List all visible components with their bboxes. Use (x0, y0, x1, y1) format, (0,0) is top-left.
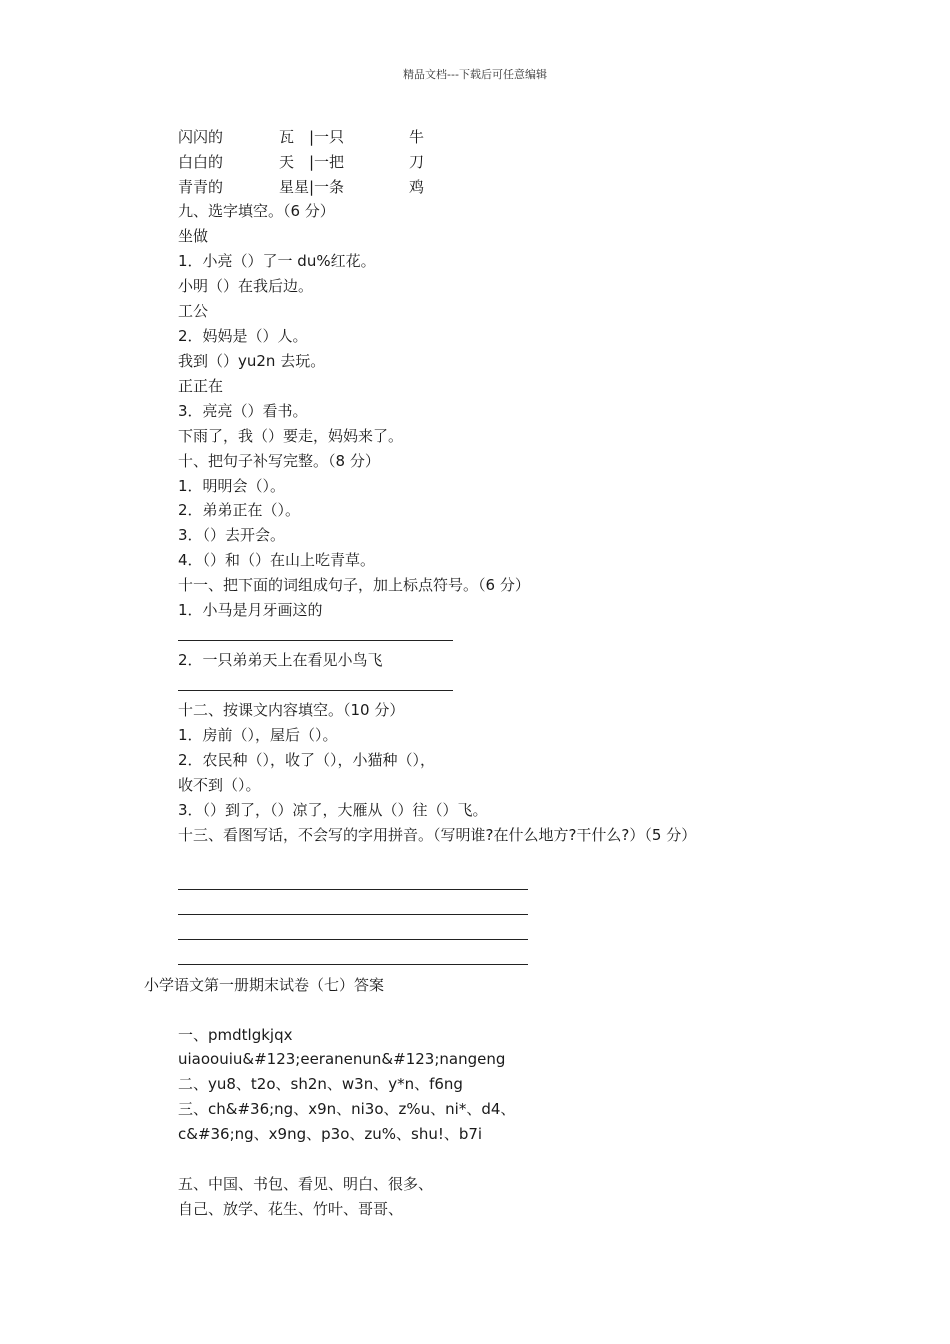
section-9-title: 九、选字填空。（6 分） (178, 202, 335, 220)
question-line: 1．小马是月牙画这的 (178, 601, 323, 619)
answer-blank-line (178, 640, 453, 641)
question-line: 下雨了，我（）要走，妈妈来了。 (178, 427, 404, 445)
answer-line: 自己、放学、花生、竹叶、哥哥、 (178, 1200, 404, 1218)
match-object: 刀 (409, 153, 425, 171)
question-line: 3．亮亮（）看书。 (178, 402, 308, 420)
word-options: 正正在 (178, 377, 224, 395)
question-line: 4．（）和（）在山上吃青草。 (178, 551, 376, 569)
question-line: 小明（）在我后边。 (178, 277, 314, 295)
writing-line (178, 914, 528, 915)
question-line: 2．农民种（），收了（），小猫种（）， (178, 751, 436, 769)
answer-key-title: 小学语文第一册期末试卷（七）答案 (144, 976, 385, 994)
page-header: 精品文档---下载后可任意编辑 (403, 68, 547, 81)
writing-line (178, 889, 528, 890)
question-line: 收不到（）。 (178, 776, 261, 794)
writing-line (178, 964, 528, 965)
writing-line (178, 939, 528, 940)
answer-line: 二、yu8、t2o、sh2n、w3n、y*n、f6ng (178, 1075, 463, 1093)
word-options: 工公 (178, 302, 209, 320)
question-line: 3．（）去开会。 (178, 526, 286, 544)
match-adjective: 闪闪的 (178, 128, 224, 146)
match-adjective: 青青的 (178, 178, 224, 196)
match-noun: 星星|一条 (279, 178, 345, 196)
question-line: 1．房前（），屋后（）。 (178, 726, 338, 744)
answer-line: c&#36;ng、x9ng、p3o、zu%、shu!、b7i (178, 1125, 483, 1143)
question-line: 我到（）yu2n 去玩。 (178, 352, 326, 370)
answer-line: uiaoouiu&#123;eeranenun&#123;nangeng (178, 1050, 506, 1068)
match-noun: 天 |一把 (279, 153, 345, 171)
match-adjective: 白白的 (178, 153, 224, 171)
question-line: 2．弟弟正在（）。 (178, 501, 301, 519)
match-noun: 瓦 |一只 (279, 128, 345, 146)
section-13-title: 十三、看图写话，不会写的字用拼音。（写明谁?在什么地方?干什么?）（5 分） (178, 826, 697, 844)
match-object: 牛 (409, 128, 425, 146)
answer-line: 一、pmdtlgkjqx (178, 1026, 293, 1044)
answer-blank-line (178, 690, 453, 691)
question-line: 1．小亮（）了一 du%红花。 (178, 252, 376, 270)
question-line: 2．一只弟弟天上在看见小鸟飞 (178, 651, 383, 669)
match-object: 鸡 (409, 178, 425, 196)
answer-line: 三、ch&#36;ng、x9n、ni3o、z%u、ni*、d4、 (178, 1100, 516, 1118)
word-options: 坐做 (178, 227, 209, 245)
question-line: 2．妈妈是（）人。 (178, 327, 308, 345)
section-11-title: 十一、把下面的词组成句子，加上标点符号。（6 分） (178, 576, 530, 594)
section-12-title: 十二、按课文内容填空。（10 分） (178, 701, 405, 719)
question-line: 3．（）到了，（）凉了，大雁从（）往（）飞。 (178, 801, 488, 819)
section-10-title: 十、把句子补写完整。（8 分） (178, 452, 380, 470)
question-line: 1．明明会（）。 (178, 477, 286, 495)
answer-line: 五、中国、书包、看见、明白、很多、 (178, 1175, 434, 1193)
